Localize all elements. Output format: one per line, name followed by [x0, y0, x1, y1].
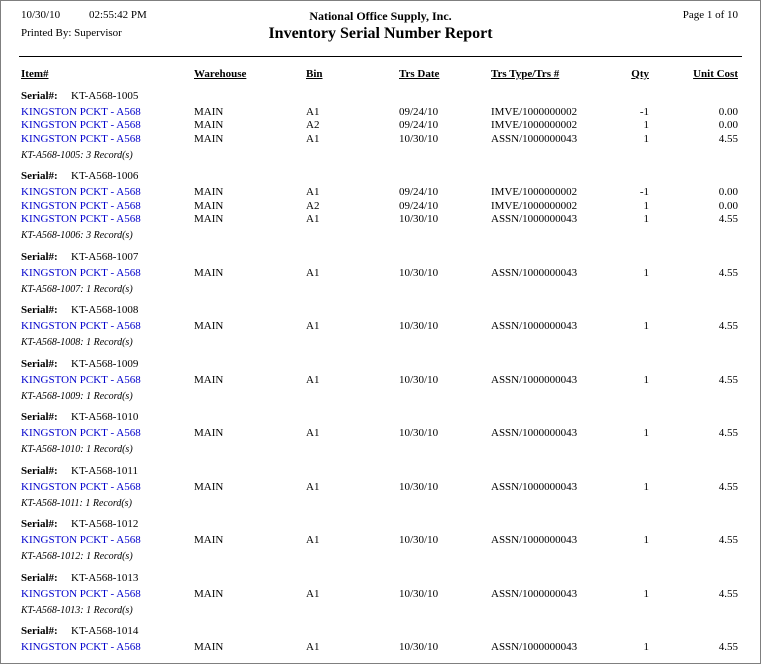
- report-body: [1, 90, 760, 664]
- unit-cost-cell: 4.55: [718, 132, 738, 145]
- item-link[interactable]: KINGSTON PCKT - A568: [21, 266, 141, 279]
- transaction-row: [1, 119, 760, 133]
- warehouse-cell: MAIN: [194, 119, 224, 131]
- trs-type-cell: ASSN/1000000043: [491, 641, 578, 653]
- transaction-row: [1, 320, 760, 334]
- print-time: 02:55:42 PM: [89, 9, 147, 21]
- bin-cell: A1: [306, 105, 320, 118]
- trs-type-cell: IMVE/1000000002: [491, 199, 578, 212]
- header-divider: [19, 56, 742, 57]
- trs-type-cell: ASSN/1000000043: [491, 213, 578, 225]
- trs-type-cell: ASSN/1000000043: [491, 427, 578, 439]
- group-record-count: KT-A568-1008: 1 Record(s): [21, 337, 133, 348]
- qty-cell: 1: [643, 320, 649, 332]
- trs-date-cell: 09/24/10: [399, 105, 439, 118]
- trs-date-cell: 10/30/10: [399, 213, 439, 225]
- qty-cell: 1: [643, 427, 649, 439]
- qty-cell: 1: [643, 587, 649, 600]
- qty-cell: 1: [643, 199, 649, 212]
- serial-line: [1, 251, 760, 265]
- transaction-row: [1, 200, 760, 214]
- trs-date-cell: 10/30/10: [399, 320, 439, 332]
- trs-type-cell: IMVE/1000000002: [491, 105, 578, 118]
- column-header: Bin: [306, 68, 323, 80]
- trs-date-cell: 10/30/10: [399, 427, 439, 439]
- transaction-row: [1, 267, 760, 281]
- transaction-rows: [1, 534, 760, 548]
- warehouse-cell: MAIN: [194, 534, 224, 546]
- serial-label: Serial#:: [21, 464, 58, 477]
- print-date: 10/30/10: [21, 9, 61, 21]
- transaction-rows: [1, 427, 760, 441]
- serial-group: [1, 90, 760, 171]
- bin-cell: A1: [306, 480, 320, 493]
- group-record-count: KT-A568-1007: 1 Record(s): [21, 283, 133, 295]
- trs-date-cell: 10/30/10: [399, 534, 439, 546]
- item-link[interactable]: KINGSTON PCKT - A568: [21, 373, 141, 386]
- serial-label: Serial#:: [21, 571, 58, 584]
- serial-group: [1, 304, 760, 358]
- item-link[interactable]: KINGSTON PCKT - A568: [21, 587, 141, 600]
- serial-number: KT-A568-1013: [71, 571, 139, 584]
- serial-label: Serial#:: [21, 518, 58, 530]
- printed-by: Printed By: Supervisor: [21, 27, 122, 39]
- serial-line: [1, 625, 760, 639]
- trs-type-cell: ASSN/1000000043: [491, 132, 578, 145]
- serial-group: [1, 358, 760, 412]
- qty-cell: 1: [643, 534, 649, 546]
- column-headers: [1, 68, 760, 82]
- warehouse-cell: MAIN: [194, 186, 224, 198]
- serial-group: [1, 572, 760, 626]
- qty-cell: 1: [643, 266, 649, 279]
- transaction-rows: [1, 374, 760, 388]
- report-title: Inventory Serial Number Report: [268, 25, 493, 42]
- item-link[interactable]: KINGSTON PCKT - A568: [21, 186, 141, 198]
- serial-line: [1, 465, 760, 479]
- company-name: National Office Supply, Inc.: [309, 9, 452, 23]
- group-record-count: KT-A568-1012: 1 Record(s): [21, 551, 133, 562]
- qty-cell: 1: [643, 213, 649, 225]
- trs-date-cell: 09/24/10: [399, 186, 439, 198]
- transaction-row: [1, 186, 760, 200]
- trs-type-cell: ASSN/1000000043: [491, 534, 578, 546]
- trs-type-cell: ASSN/1000000043: [491, 480, 578, 493]
- serial-number: KT-A568-1005: [71, 89, 139, 102]
- report-header-row-1: [1, 9, 760, 23]
- bin-cell: A1: [306, 587, 320, 600]
- serial-label: Serial#:: [21, 89, 58, 102]
- transaction-row: [1, 106, 760, 120]
- transaction-rows: [1, 641, 760, 655]
- qty-cell: 1: [643, 480, 649, 493]
- bin-cell: A1: [306, 373, 320, 386]
- warehouse-cell: MAIN: [194, 266, 224, 279]
- serial-number: KT-A568-1007: [71, 250, 139, 263]
- unit-cost-cell: 4.55: [718, 641, 738, 653]
- unit-cost-cell: 4.55: [718, 427, 738, 439]
- qty-cell: 1: [643, 132, 649, 145]
- serial-line: [1, 170, 760, 184]
- unit-cost-cell: 4.55: [718, 480, 738, 493]
- unit-cost-cell: 4.55: [718, 213, 738, 225]
- trs-type-cell: IMVE/1000000002: [491, 119, 578, 131]
- warehouse-cell: MAIN: [194, 213, 224, 225]
- trs-type-cell: ASSN/1000000043: [491, 266, 578, 279]
- trs-date-cell: 10/30/10: [399, 373, 439, 386]
- column-header: Trs Type/Trs #: [491, 68, 560, 80]
- qty-cell: 1: [643, 119, 649, 131]
- warehouse-cell: MAIN: [194, 132, 224, 145]
- transaction-rows: [1, 320, 760, 334]
- trs-date-cell: 09/24/10: [399, 119, 439, 131]
- item-link[interactable]: KINGSTON PCKT - A568: [21, 320, 141, 332]
- group-record-count: KT-A568-1005: 3 Record(s): [21, 149, 133, 161]
- trs-type-cell: IMVE/1000000002: [491, 186, 578, 198]
- serial-group: [1, 251, 760, 305]
- serial-label: Serial#:: [21, 357, 58, 370]
- bin-cell: A1: [306, 320, 320, 332]
- serial-number: KT-A568-1010: [71, 411, 139, 423]
- serial-number: KT-A568-1011: [71, 464, 139, 477]
- serial-group: [1, 465, 760, 519]
- serial-group: [1, 411, 760, 465]
- group-record-count: KT-A568-1009: 1 Record(s): [21, 390, 133, 402]
- column-header: Warehouse: [194, 68, 247, 80]
- serial-group: [1, 518, 760, 572]
- transaction-row: [1, 481, 760, 495]
- column-header: Qty: [631, 68, 649, 80]
- item-link[interactable]: KINGSTON PCKT - A568: [21, 213, 141, 225]
- trs-type-cell: ASSN/1000000043: [491, 373, 578, 386]
- column-header: Unit Cost: [693, 68, 738, 80]
- unit-cost-cell: 0.00: [718, 186, 738, 198]
- warehouse-cell: MAIN: [194, 427, 224, 439]
- bin-cell: A1: [306, 427, 320, 439]
- page-indicator: Page 1 of 10: [682, 9, 738, 21]
- item-link[interactable]: KINGSTON PCKT - A568: [21, 105, 141, 118]
- trs-date-cell: 10/30/10: [399, 587, 439, 600]
- group-record-count: KT-A568-1013: 1 Record(s): [21, 604, 133, 616]
- bin-cell: A1: [306, 213, 320, 225]
- serial-line: [1, 518, 760, 532]
- warehouse-cell: MAIN: [194, 105, 224, 118]
- warehouse-cell: MAIN: [194, 587, 224, 600]
- transaction-row: [1, 213, 760, 227]
- bin-cell: A1: [306, 186, 320, 198]
- serial-group: [1, 170, 760, 251]
- serial-line: [1, 90, 760, 104]
- trs-type-cell: ASSN/1000000043: [491, 587, 578, 600]
- transaction-rows: [1, 588, 760, 602]
- group-record-count: KT-A568-1011: 1 Record(s): [21, 497, 132, 509]
- trs-date-cell: 10/30/10: [399, 132, 439, 145]
- qty-cell: 1: [643, 373, 649, 386]
- bin-cell: A1: [306, 266, 320, 279]
- serial-label: Serial#:: [21, 170, 58, 182]
- item-link[interactable]: KINGSTON PCKT - A568: [21, 427, 141, 439]
- group-record-count: KT-A568-1010: 1 Record(s): [21, 444, 133, 455]
- trs-date-cell: 09/24/10: [399, 199, 439, 212]
- trs-date-cell: 10/30/10: [399, 266, 439, 279]
- transaction-row: [1, 427, 760, 441]
- serial-number: KT-A568-1009: [71, 357, 139, 370]
- serial-label: Serial#:: [21, 250, 58, 263]
- item-link[interactable]: KINGSTON PCKT - A568: [21, 119, 141, 131]
- transaction-row: [1, 588, 760, 602]
- transaction-row: [1, 534, 760, 548]
- qty-cell: 1: [643, 641, 649, 653]
- serial-line: [1, 411, 760, 425]
- serial-number: KT-A568-1014: [71, 625, 139, 637]
- serial-label: Serial#:: [21, 304, 58, 316]
- trs-date-cell: 10/30/10: [399, 480, 439, 493]
- unit-cost-cell: 0.00: [718, 119, 738, 131]
- serial-number: KT-A568-1006: [71, 170, 139, 182]
- trs-date-cell: 10/30/10: [399, 641, 439, 653]
- serial-label: Serial#:: [21, 411, 58, 423]
- transaction-row: [1, 641, 760, 655]
- unit-cost-cell: 4.55: [718, 320, 738, 332]
- warehouse-cell: MAIN: [194, 373, 224, 386]
- transaction-rows: [1, 267, 760, 281]
- qty-cell: -1: [639, 105, 649, 118]
- unit-cost-cell: 0.00: [718, 199, 738, 212]
- serial-line: [1, 304, 760, 318]
- bin-cell: A2: [306, 119, 320, 131]
- serial-line: [1, 572, 760, 586]
- serial-label: Serial#:: [21, 625, 58, 637]
- unit-cost-cell: 4.55: [718, 266, 738, 279]
- bin-cell: A1: [306, 534, 320, 546]
- transaction-rows: [1, 481, 760, 495]
- unit-cost-cell: 4.55: [718, 373, 738, 386]
- bin-cell: A2: [306, 199, 320, 212]
- item-link[interactable]: KINGSTON PCKT - A568: [21, 641, 141, 653]
- item-link[interactable]: KINGSTON PCKT - A568: [21, 534, 141, 546]
- item-link[interactable]: KINGSTON PCKT - A568: [21, 199, 141, 212]
- transaction-row: [1, 133, 760, 147]
- serial-number: KT-A568-1008: [71, 304, 139, 316]
- item-link[interactable]: KINGSTON PCKT - A568: [21, 132, 141, 145]
- warehouse-cell: MAIN: [194, 199, 224, 212]
- bin-cell: A1: [306, 641, 320, 653]
- serial-group: [1, 625, 760, 664]
- transaction-rows: [1, 186, 760, 227]
- transaction-rows: [1, 106, 760, 147]
- report-header-row-2: [1, 23, 760, 51]
- warehouse-cell: MAIN: [194, 641, 224, 653]
- unit-cost-cell: 4.55: [718, 587, 738, 600]
- qty-cell: -1: [639, 186, 649, 198]
- unit-cost-cell: 4.55: [718, 534, 738, 546]
- warehouse-cell: MAIN: [194, 480, 224, 493]
- trs-type-cell: ASSN/1000000043: [491, 320, 578, 332]
- unit-cost-cell: 0.00: [718, 105, 738, 118]
- serial-number: KT-A568-1012: [71, 518, 139, 530]
- transaction-row: [1, 374, 760, 388]
- group-record-count: KT-A568-1006: 3 Record(s): [21, 230, 133, 241]
- serial-line: [1, 358, 760, 372]
- column-header: Trs Date: [399, 68, 440, 80]
- bin-cell: A1: [306, 132, 320, 145]
- warehouse-cell: MAIN: [194, 320, 224, 332]
- item-link[interactable]: KINGSTON PCKT - A568: [21, 480, 141, 493]
- column-header: Item#: [21, 68, 49, 80]
